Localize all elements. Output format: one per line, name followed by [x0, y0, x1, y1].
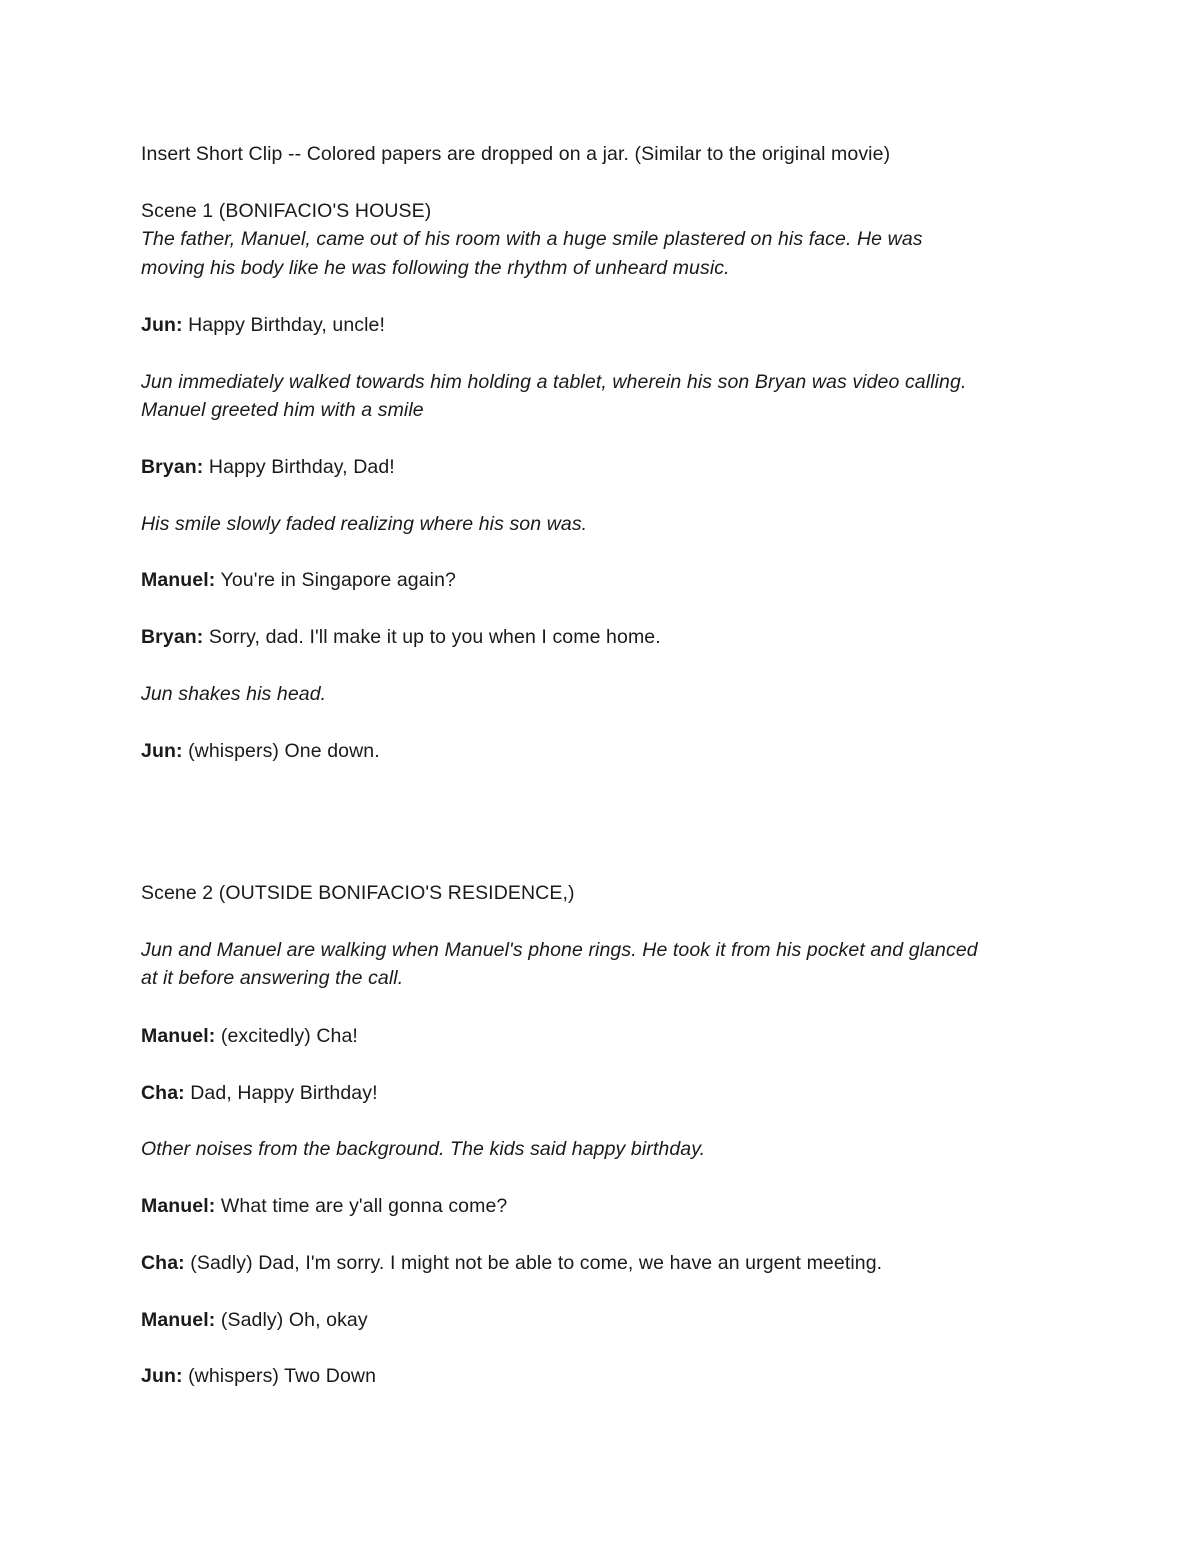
speaker-name: Manuel:: [141, 569, 216, 591]
scene-2-dialogue-4: [141, 1249, 1081, 1278]
dialogue-text: (Sadly) Dad, I'm sorry. I might not be able to come, we have an urgent meeting.: [184, 1252, 883, 1274]
scene-1-action-4: Jun shakes his head.: [141, 683, 327, 705]
scene-1-action-3: His smile slowly faded realizing where his son was.: [141, 513, 588, 535]
dialogue-text: Dad, Happy Birthday!: [184, 1082, 378, 1104]
dialogue-text: What time are y'all gonna come?: [215, 1195, 508, 1217]
speaker-name: Cha:: [141, 1082, 185, 1104]
scene-2-dialogue-3: [141, 1192, 1081, 1221]
dialogue-text: (whispers) Two Down: [182, 1365, 377, 1387]
speaker-name: Jun:: [141, 740, 183, 762]
scene-1-dialogue-5: [141, 737, 1081, 766]
scene-1-dialogue-2: [141, 453, 1081, 482]
speaker-name: Manuel:: [141, 1025, 216, 1047]
scene-2-heading: Scene 2 (OUTSIDE BONIFACIO'S RESIDENCE,): [141, 882, 575, 904]
speaker-name: Manuel:: [141, 1195, 216, 1217]
dialogue-text: (excitedly) Cha!: [215, 1025, 358, 1047]
scene-2-dialogue-2: [141, 1079, 1081, 1108]
speaker-name: Bryan:: [141, 626, 204, 648]
dialogue-text: Sorry, dad. I'll make it up to you when I come home.: [203, 626, 661, 648]
scene-2-dialogue-1: [141, 1022, 1081, 1051]
scene-1-action-1-line-2: moving his body like he was following the rhythm of unheard music.: [141, 257, 730, 279]
scene-2-action-1-line-2: at it before answering the call.: [141, 967, 404, 989]
scene-2-dialogue-6: [141, 1362, 1081, 1391]
scene-1-action-2-line-1: Jun immediately walked towards him holding a tablet, wherein his son Bryan was video calling.: [141, 371, 967, 393]
scene-1-heading: Scene 1 (BONIFACIO'S HOUSE): [141, 200, 432, 222]
speaker-name: Jun:: [141, 1365, 183, 1387]
scene-1-action-1-line-1: The father, Manuel, came out of his room with a huge smile plastered on his face. He was: [141, 228, 923, 250]
dialogue-text: (Sadly) Oh, okay: [215, 1309, 368, 1331]
speaker-name: Bryan:: [141, 456, 204, 478]
dialogue-text: (whispers) One down.: [182, 740, 380, 762]
dialogue-text: Happy Birthday, uncle!: [182, 314, 386, 336]
intro-line: Insert Short Clip -- Colored papers are dropped on a jar. (Similar to the original movie): [141, 143, 891, 165]
scene-1-dialogue-1: [141, 311, 1081, 340]
speaker-name: Cha:: [141, 1252, 185, 1274]
speaker-name: Manuel:: [141, 1309, 216, 1331]
scene-1-action-2-line-2: Manuel greeted him with a smile: [141, 399, 424, 421]
dialogue-text: You're in Singapore again?: [215, 569, 456, 591]
scene-1-dialogue-3: [141, 566, 1081, 595]
dialogue-text: Happy Birthday, Dad!: [203, 456, 395, 478]
scene-1-dialogue-4: [141, 623, 1081, 652]
scene-2-action-1-line-1: Jun and Manuel are walking when Manuel's phone rings. He took it from his pocket and glanced: [141, 939, 978, 961]
scene-2-action-2: Other noises from the background. The kids said happy birthday.: [141, 1138, 706, 1160]
scene-2-dialogue-5: [141, 1306, 1081, 1335]
speaker-name: Jun:: [141, 314, 183, 336]
